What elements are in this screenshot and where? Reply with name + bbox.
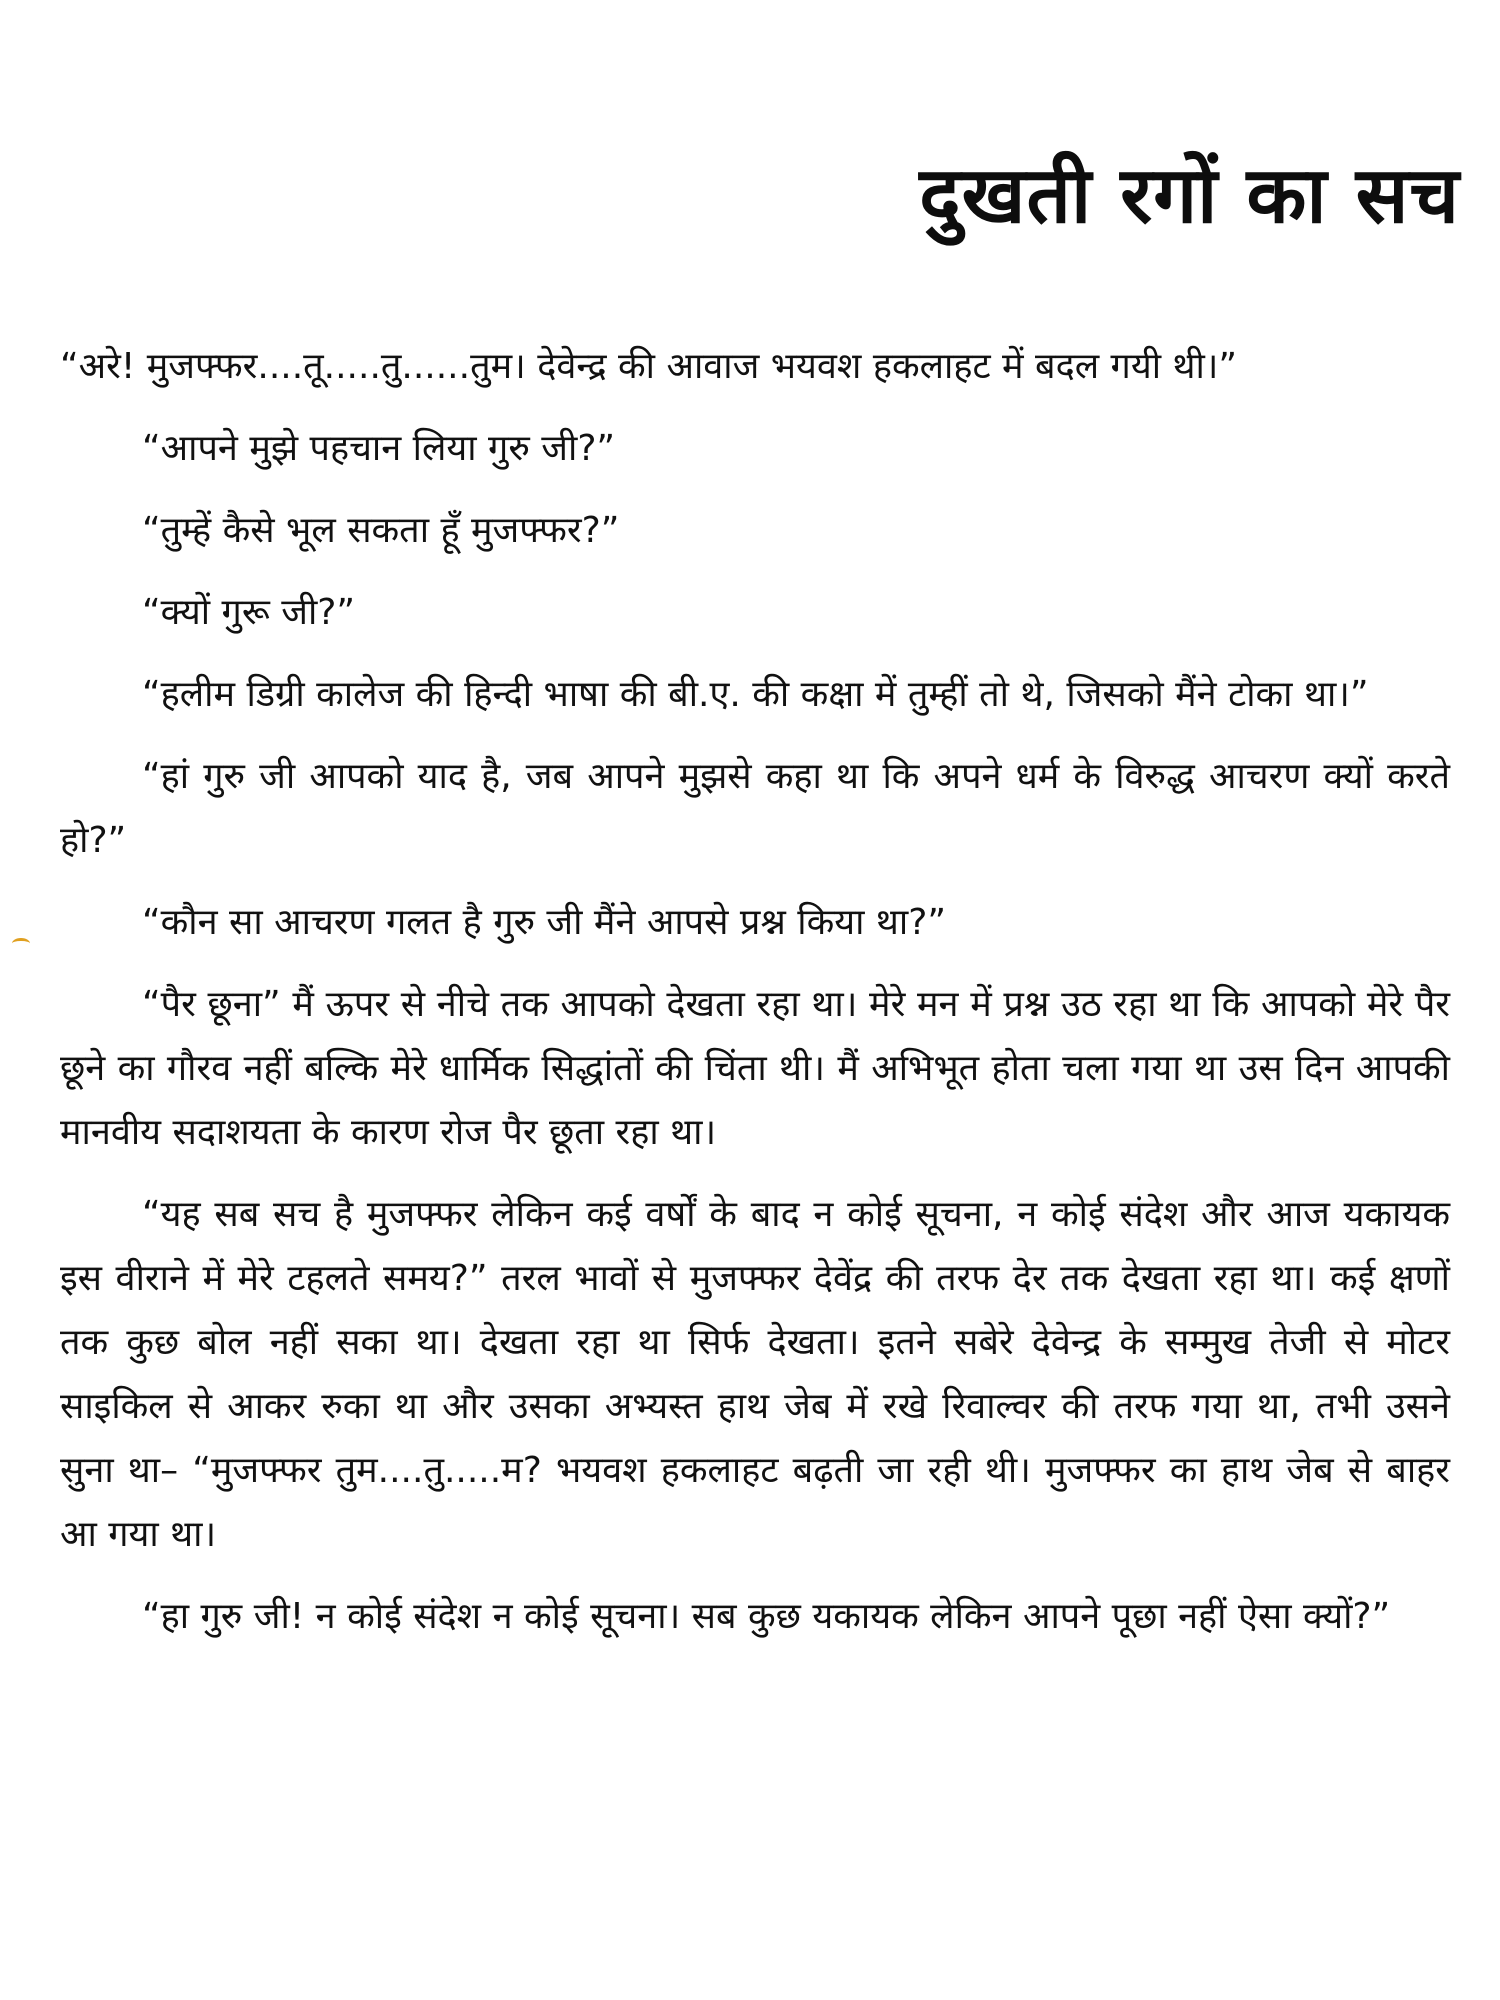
paragraph: “क्यों गुरू जी?” — [142, 592, 356, 633]
paragraph: “हां गुरु जी आपको याद है, जब आपने मुझसे कहा था कि अपने धर्म के विरुद्ध आचरण क्यों करते हो?” — [60, 756, 1450, 861]
paragraph: “अरे! मुजफ्फर....तू.....तु......तुम। देवेन्द्र की आवाज भयवश हकलाहट में बदल गयी थी।” — [60, 346, 1238, 387]
paragraph: “हलीम डिग्री कालेज की हिन्दी भाषा की बी.ए. की कक्षा में तुम्हीं तो थे, जिसको मैंने टोका था।” — [142, 674, 1369, 715]
paragraph: “आपने मुझे पहचान लिया गुरु जी?” — [142, 428, 616, 469]
chapter-title: दुखती रगों का सच — [919, 151, 1460, 241]
paragraph: “कौन सा आचरण गलत है गुरु जी मैंने आपसे प्रश्न किया था?” — [142, 902, 946, 943]
paragraph: “पैर छूना” मैं ऊपर से नीचे तक आपको देखता रहा था। मेरे मन में प्रश्न उठ रहा था कि आपको मेरे पैर छूने का गौरव नहीं बल्कि मेरे धार्मिक सिद्धांतों की चिंता थी। मैं अभिभूत होता चला गया था उस दिन आपकी मानवीय सदाशयता के कारण रोज पैर छूता रहा था। — [60, 984, 1450, 1153]
paragraph: “तुम्हें कैसे भूल सकता हूँ मुजफ्फर?” — [142, 510, 620, 551]
paragraph: “हा गुरु जी! न कोई संदेश न कोई सूचना। सब कुछ यकायक लेकिन आपने पूछा नहीं ऐसा क्यों?” — [142, 1596, 1391, 1637]
paragraph: “यह सब सच है मुजफ्फर लेकिन कई वर्षों के बाद न कोई सूचना, न कोई संदेश और आज यकायक इस वीराने में मेरे टहलते समय?” तरल भावों से मुजफ्फर देवेंद्र की तरफ देर तक देखता रहा था। कई क्षणों तक कुछ बोल नहीं सका था। देखता रहा था सिर्फ देखता। इतने सबेरे देवेन्द्र के सम्मुख तेजी से मोटर साइकिल से आकर रुका था और उसका अभ्यस्त हाथ जेब में रखे रिवाल्वर की तरफ गया था, तभी उसने सुना था– “मुजफ्फर तुम....तु.....म? भयवश हकलाहट बढ़ती जा रही थी। मुजफ्फर का हाथ जेब से बाहर आ गया था। — [60, 1194, 1450, 1555]
margin-mark — [12, 938, 30, 949]
chapter-body — [60, 335, 1450, 1667]
